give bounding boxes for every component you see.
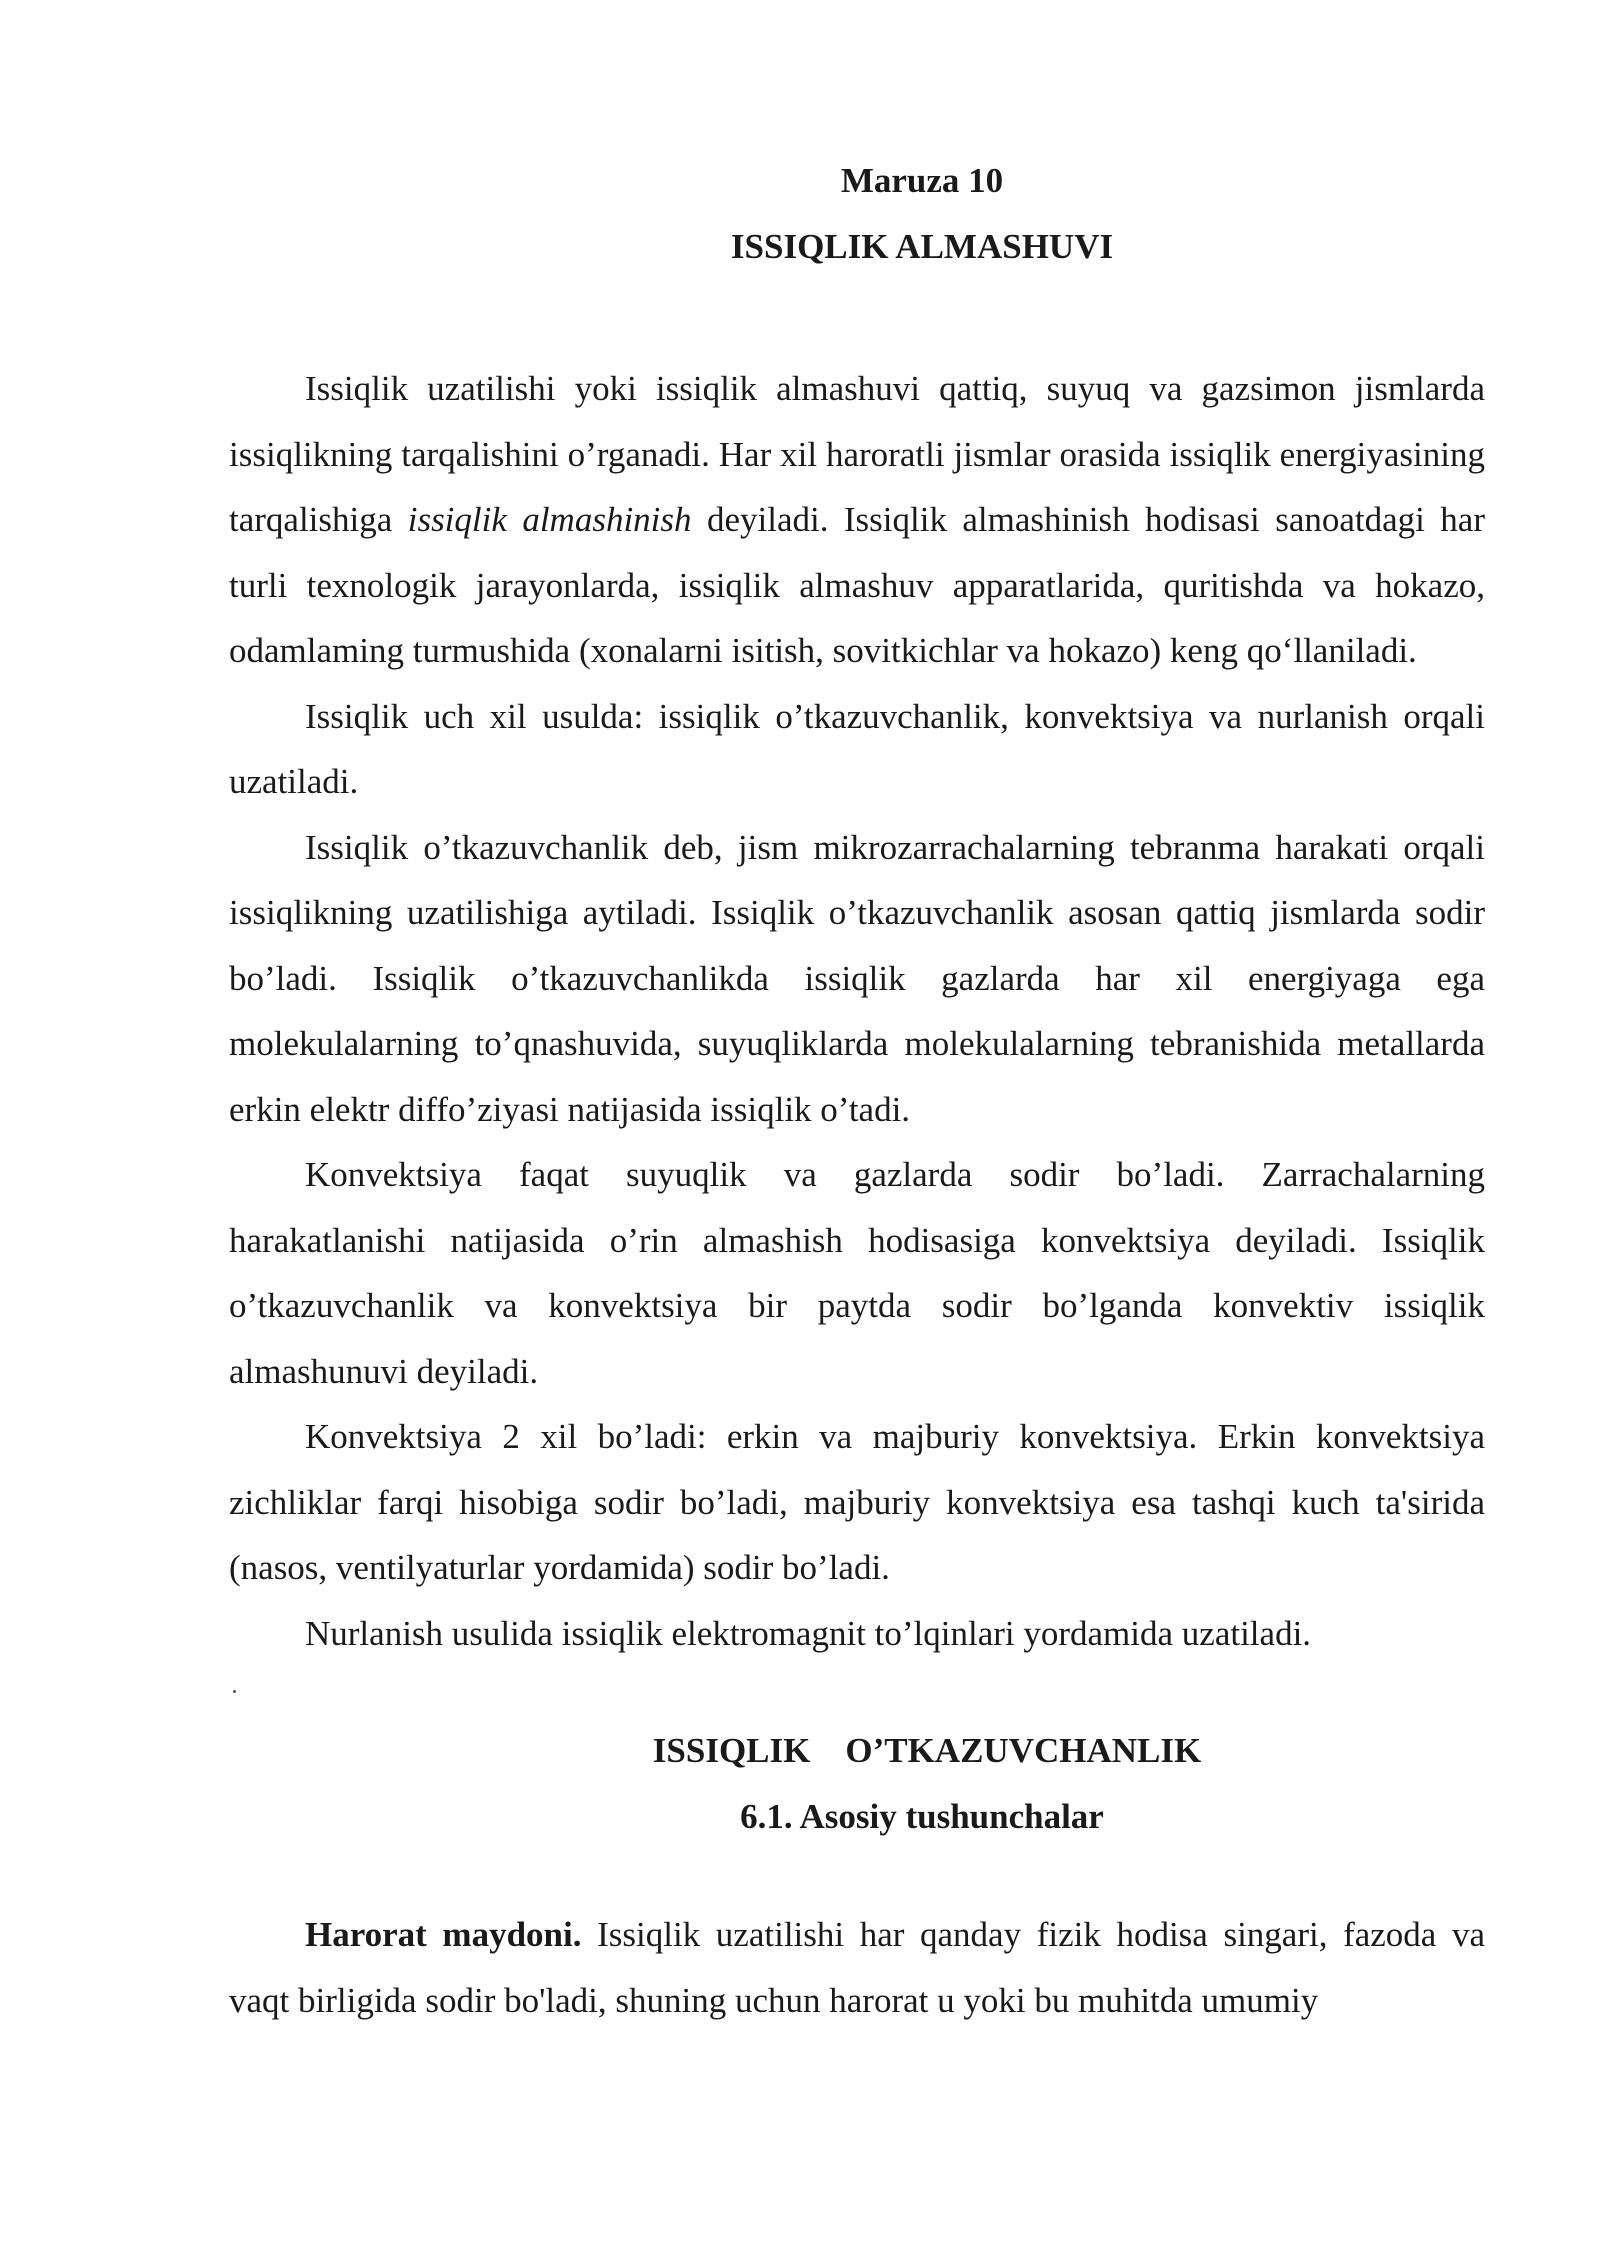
main-title: ISSIQLIK ALMASHUVI bbox=[730, 227, 1114, 266]
section-title-text: ISSIQLIK O’TKAZUVCHANLIK bbox=[652, 1731, 1202, 1770]
intro-text-before: Issiqlik uzatilishi yoki issiqlik almashuvi qattiq, suyuq va gazsimon jismlarda issiqlikning tarqalishini o’rganadi. Har xil haroratli jismlar orasida issiqlik energiyasining tarqalishiga bbox=[229, 369, 1485, 539]
section-title bbox=[229, 1718, 1485, 1784]
subsection-title: 6.1. Asosiy tushunchalar bbox=[740, 1797, 1104, 1836]
temperature-field-text: Issiqlik uzatilishi har qanday fizik hodisa singari, fazoda va vaqt birligida sodir bo'ladi, shuning uchun harorat u yoki bu muhitda umumiy bbox=[229, 1915, 1485, 2020]
paragraph-radiation: Nurlanish usulida issiqlik elektromagnit to’lqinlari yordamida uzatiladi. bbox=[305, 1613, 1312, 1653]
intro-paragraph bbox=[229, 356, 1485, 684]
paragraph-convection: Konvektsiya faqat suyuqlik va gazlarda sodir bo’ladi. Zarrachalarning harakatlanishi natijasida o’rin almashish hodisasiga konvektsiya deyiladi. Issiqlik o’tkazuvchanlik va konvektsiya bir paytda sodir bo’lganda konvektiv issiqlik almashunuvi deyiladi. bbox=[229, 1155, 1485, 1391]
spacer bbox=[229, 280, 1485, 356]
paragraph-temperature-field bbox=[229, 1902, 1485, 2033]
scan-dot bbox=[233, 1690, 236, 1693]
paragraph-conduction: Issiqlik o’tkazuvchanlik deb, jism mikrozarrachalarning tebranma harakati orqali issiqlikning uzatilishiga aytiladi. Issiqlik o’tkazuvchanlik asosan qattiq jismlarda sodir bo’ladi. Issiqlik o’tkazuvchanlikda issiqlik gazlarda har xil energiyaga ega molekulalarning to’qnashuvida, suyuqliklarda molekulalarning tebranishida metallarda erkin elektr diffo’ziyasi natijasida issiqlik o’tadi. bbox=[229, 827, 1485, 1129]
temperature-field-lead: Harorat maydoni. bbox=[305, 1915, 582, 1954]
spacer bbox=[229, 1850, 1485, 1902]
paragraph-convection-types: Konvektsiya 2 xil bo’ladi: erkin va majburiy konvektsiya. Erkin konvektsiya zichliklar farqi hisobiga sodir bo’ladi, majburiy konvektsiya esa tashqi kuch ta'sirida (nasos, ventilyaturlar yordamida) sodir bo’ladi. bbox=[229, 1417, 1485, 1587]
intro-term: issiqlik almashinish bbox=[407, 500, 692, 539]
spacer bbox=[229, 1666, 1485, 1718]
paragraph-transfer-methods: Issiqlik uch xil usulda: issiqlik o’tkazuvchanlik, konvektsiya va nurlanish orqali uzatiladi. bbox=[229, 696, 1485, 801]
document-content bbox=[229, 148, 1485, 2033]
intro-text-after: deyiladi. Issiqlik almashinish hodisasi sanoatdagi har turli texnologik jarayonlarda, issiqlik almashuv apparatlarida, quritishda va hokazo, odamlaming turmushida (xonalarni isitish, sovitkichlar va hokazo) keng qo‘llaniladi. bbox=[229, 500, 1485, 670]
lecture-title: Maruza 10 bbox=[840, 161, 1004, 200]
